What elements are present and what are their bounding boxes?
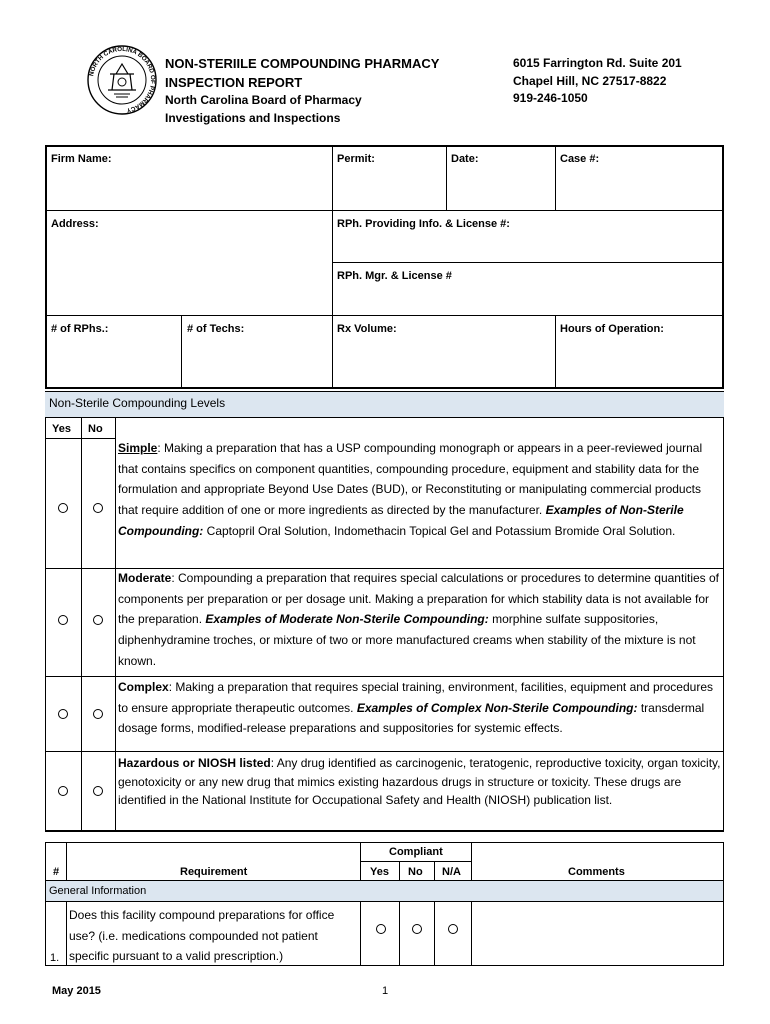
requirement-1-comments[interactable] bbox=[471, 902, 723, 965]
no-header: No bbox=[408, 866, 423, 878]
moderate-yes-radio[interactable] bbox=[58, 615, 68, 625]
simple-level-description: Simple: Making a preparation that has a USP compounding monograph or appears in a peer-reviewed journal that contains specifics on component quantities, compounding procedure, equipment and stability data for the formulation and appropriate Beyond Use Dates (BUD), or Reconstituting or manipulating commercial products that require addition of one or more ingredients as directed by the manufacturer. Examples of Non-Sterile Compounding: Captopril Oral Solution, Indomethacin Topical Gel and Potassium Bromide Oral Solution. bbox=[118, 441, 703, 538]
simple-yes-radio[interactable] bbox=[58, 503, 68, 513]
complex-yes-radio[interactable] bbox=[58, 709, 68, 719]
hours-of-operation-field[interactable]: Hours of Operation: bbox=[560, 323, 664, 335]
rph-info-field[interactable]: RPh. Providing Info. & License #: bbox=[337, 218, 510, 230]
report-title-line2: INSPECTION REPORT bbox=[165, 75, 303, 90]
board-seal bbox=[86, 44, 158, 116]
simple-no-radio[interactable] bbox=[93, 503, 103, 513]
rx-volume-field[interactable]: Rx Volume: bbox=[337, 323, 397, 335]
firm-name-field[interactable]: Firm Name: bbox=[51, 153, 112, 165]
page-number: 1 bbox=[382, 985, 389, 997]
department-name: Investigations and Inspections bbox=[165, 111, 341, 125]
general-information-band bbox=[46, 880, 723, 902]
date-field[interactable]: Date: bbox=[451, 153, 479, 165]
hazardous-yes-radio[interactable] bbox=[58, 786, 68, 796]
num-rphs-field[interactable]: # of RPhs.: bbox=[51, 323, 109, 335]
requirement-1-text: Does this facility compound preparations for office use? (i.e. medications compounded not patient specific pursuant to a valid prescription.) bbox=[69, 908, 335, 963]
requirement-1-na-radio[interactable] bbox=[448, 924, 458, 934]
yes-header: Yes bbox=[370, 866, 389, 878]
report-title-line1: NON-STERIILE COMPOUNDING PHARMACY bbox=[165, 56, 440, 71]
num-techs-field[interactable]: # of Techs: bbox=[187, 323, 245, 335]
number-header: # bbox=[53, 866, 60, 878]
address-line1: 6015 Farrington Rd. Suite 201 bbox=[513, 56, 682, 70]
levels-no-header: No bbox=[88, 423, 103, 435]
facility-info-form bbox=[45, 145, 724, 389]
complex-level-description: Complex: Making a preparation that requires special training, environment, facilities, equipment and procedures to ensure appropriate therapeutic outcomes. Examples of Complex Non-Sterile Compounding: transdermal dosage forms, modified-release preparations and suppositories for systemic effects. bbox=[118, 680, 713, 736]
levels-section-title: Non-Sterile Compounding Levels bbox=[49, 396, 226, 410]
comments-header: Comments bbox=[568, 866, 625, 878]
general-information-title: General Information bbox=[49, 885, 147, 897]
permit-field[interactable]: Permit: bbox=[337, 153, 375, 165]
requirement-1-no-radio[interactable] bbox=[412, 924, 422, 934]
na-header: N/A bbox=[442, 866, 461, 878]
moderate-level-description: Moderate: Compounding a preparation that requires special calculations or procedures to determine quantities of components per preparation or per dosage unit. Making a preparation for which stability data is not available for the preparation. Examples of Moderate Non-Sterile Compounding: morphine sulfate suppositories, diphenhydramine troches, or mixture of two or more manufactured creams when stability of the mixture is not known. bbox=[118, 571, 719, 668]
board-name: North Carolina Board of Pharmacy bbox=[165, 93, 362, 107]
requirement-header: Requirement bbox=[180, 866, 248, 878]
moderate-no-radio[interactable] bbox=[93, 615, 103, 625]
requirement-1-yes-radio[interactable] bbox=[376, 924, 386, 934]
levels-yes-header: Yes bbox=[52, 423, 71, 435]
compliant-header: Compliant bbox=[389, 846, 443, 858]
requirement-1-number: 1. bbox=[50, 952, 60, 964]
svg-text:NORTH CAROLINA BOARD OF PHARMA: NORTH CAROLINA BOARD OF PHARMACY bbox=[88, 45, 157, 114]
address-line2: Chapel Hill, NC 27517-8822 bbox=[513, 74, 667, 88]
case-number-field[interactable]: Case #: bbox=[560, 153, 600, 165]
phone-number: 919-246-1050 bbox=[513, 91, 588, 105]
seal-icon bbox=[86, 44, 158, 116]
address-field[interactable]: Address: bbox=[51, 218, 99, 230]
complex-no-radio[interactable] bbox=[93, 709, 103, 719]
footer-date: May 2015 bbox=[52, 985, 101, 997]
hazardous-level-description: Hazardous or NIOSH listed: Any drug identified as carcinogenic, teratogenic, reproductive toxicity, organ toxicity, genotoxicity or any new drug that mimics existing hazardous drugs in structure or toxicity. These drugs are identified in the National Institute for Occupational Safety and Health (NIOSH) publication list. bbox=[118, 756, 721, 807]
hazardous-no-radio[interactable] bbox=[93, 786, 103, 796]
rph-manager-field[interactable]: RPh. Mgr. & License # bbox=[337, 270, 452, 282]
